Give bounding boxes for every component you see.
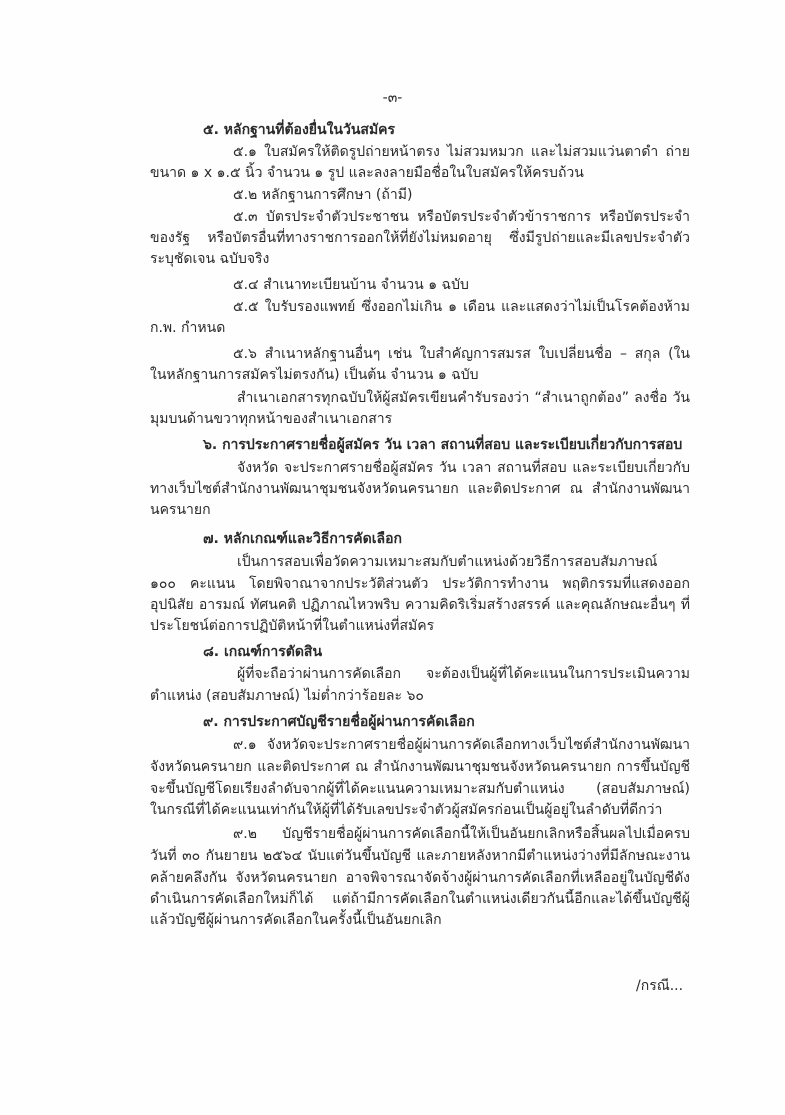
paragraph-line: ๙.๒ บัญชีรายชื่อผู้ผ่านการคัดเลือกนี้ให้เป็นอันยกเลิกหรือสิ้นผลไปเมื่อครบ	[233, 826, 690, 842]
paragraph-line: จังหวัด จะประกาศรายชื่อผู้สมัคร วัน เวลา สถานที่สอบ และระเบียบเกี่ยวกับ	[237, 460, 690, 476]
paragraph-line: ๑๐๐ คะแนน โดยพิจาณาจากประวัติส่วนตัว ประวัติการทำงาน พฤติกรรมที่แสดงออก	[150, 576, 690, 592]
paragraph-line: ในกรณีที่ได้คะแนนเท่ากันให้ผู้ที่ได้รับเลขประจำตัวผู้สมัครก่อนเป็นผู้อยู่ในลำดับที่ดีกว่า	[150, 802, 663, 818]
paragraph-line: ๕.๑ ใบสมัครให้ติดรูปถ่ายหน้าตรง ไม่สวมหมวก และไม่สวมแว่นตาดำ ถ่าย	[233, 144, 690, 160]
section-7-heading: ๗. หลักเกณฑ์และวิธีการคัดเลือก	[203, 531, 402, 547]
paragraph-line: ของรัฐ หรือบัตรอื่นที่ทางราชการออกให้ที่ยังไม่หมดอายุ ซึ่งมีรูปถ่ายและมีเลขประจำตัว	[150, 230, 690, 246]
paragraph-line: ๙.๑ จังหวัดจะประกาศรายชื่อผู้ผ่านการคัดเลือกทางเว็บไซต์สำนักงานพัฒนา	[233, 737, 690, 753]
paragraph-line: ๕.๔ สำเนาทะเบียนบ้าน จำนวน ๑ ฉบับ	[233, 277, 469, 293]
paragraph-line: สำเนาเอกสารทุกฉบับให้ผู้สมัครเขียนคำรับรองว่า “สำเนาถูกต้อง” ลงชื่อ วัน	[237, 390, 690, 406]
section-8-heading: ๘. เกณฑ์การตัดสิน	[203, 644, 323, 660]
paragraph-line: ก.พ. กำหนด	[150, 320, 226, 336]
paragraph-line: ดำเนินการคัดเลือกใหม่ก็ได้ แต่ถ้ามีการคัดเลือกในตำแหน่งเดียวกันนี้อีกและได้ขึ้นบัญชีผู้	[150, 891, 690, 907]
paragraph-line: จังหวัดนครนายก และติดประกาศ ณ สำนักงานพัฒนาชุมชนจังหวัดนครนายก การขึ้นบัญชี	[150, 759, 690, 775]
section-9-heading: ๙. การประกาศบัญชีรายชื่อผู้ผ่านการคัดเลือก	[203, 714, 475, 730]
paragraph-line: ประโยชน์ต่อการปฏิบัติหน้าที่ในตำแหน่งที่สมัคร	[150, 618, 435, 634]
paragraph-line: จะขึ้นบัญชีโดยเรียงลำดับจากผู้ที่ได้คะแนนความเหมาะสมกับตำแหน่ง (สอบสัมภาษณ์)	[150, 781, 690, 797]
paragraph-line: เป็นการสอบเพื่อวัดความเหมาะสมกับตำแหน่งด้วยวิธีการสอบสัมภาษณ์	[237, 554, 658, 570]
paragraph-line: นครนายก	[150, 502, 211, 518]
paragraph-line: อุปนิสัย อารมณ์ ทัศนคติ ปฏิภาณไหวพริบ ความคิดริเริ่มสร้างสรรค์ และคุณลักษณะอื่นๆ ที่	[150, 597, 690, 613]
section-6-heading: ๖. การประกาศรายชื่อผู้สมัคร วัน เวลา สถานที่สอบ และระเบียบเกี่ยวกับการสอบ	[203, 437, 683, 453]
paragraph-line: ระบุชัดเจน ฉบับจริง	[150, 251, 270, 267]
paragraph-line: ทางเว็บไซต์สำนักงานพัฒนาชุมชนจังหวัดนครนายก และติดประกาศ ณ สำนักงานพัฒนา	[150, 481, 690, 497]
paragraph-line: ๕.๖ สำเนาหลักฐานอื่นๆ เช่น ใบสำคัญการสมรส ใบเปลี่ยนชื่อ – สกุล (ใน	[233, 346, 690, 362]
page-number: -๓-	[382, 90, 403, 106]
paragraph-line: ๕.๓ บัตรประจำตัวประชาชน หรือบัตรประจำตัวข้าราชการ หรือบัตรประจำ	[233, 209, 690, 225]
paragraph-line: วันที่ ๓๐ กันยายน ๒๕๖๔ นับแต่วันขึ้นบัญชี และภายหลังหากมีตำแหน่งว่างที่มีลักษณะงาน	[150, 848, 690, 864]
paragraph-line: ๕.๕ ใบรับรองแพทย์ ซึ่งออกไม่เกิน ๑ เดือน และแสดงว่าไม่เป็นโรคต้องห้าม	[233, 299, 690, 315]
paragraph-line: ขนาด ๑ x ๑.๕ นิ้ว จำนวน ๑ รูป และลงลายมือชื่อในใบสมัครให้ครบถ้วน	[150, 165, 584, 181]
section-5-heading: ๕. หลักฐานที่ต้องยื่นในวันสมัคร	[203, 122, 396, 138]
paragraph-line: ตำแหน่ง (สอบสัมภาษณ์) ไม่ต่ำกว่าร้อยละ ๖๐	[150, 688, 424, 704]
continuation-marker: /กรณี...	[636, 978, 684, 994]
paragraph-line: ผู้ที่จะถือว่าผ่านการคัดเลือก จะต้องเป็นผู้ที่ได้คะแนนในการประเมินความ	[237, 666, 690, 682]
paragraph-line: ในหลักฐานการสมัครไม่ตรงกัน) เป็นต้น จำนวน ๑ ฉบับ	[150, 367, 479, 383]
paragraph-line: คล้ายคลึงกัน จังหวัดนครนายก อาจพิจารณาจัดจ้างผู้ผ่านการคัดเลือกที่เหลืออยู่ในบัญชีดัง	[150, 870, 690, 886]
paragraph-line: มุมบนด้านขวาทุกหน้าของสำเนาเอกสาร	[150, 411, 393, 427]
paragraph-line: ๕.๒ หลักฐานการศึกษา (ถ้ามี)	[233, 187, 413, 203]
paragraph-line: แล้วบัญชีผู้ผ่านการคัดเลือกในครั้งนี้เป็นอันยกเลิก	[150, 912, 442, 928]
